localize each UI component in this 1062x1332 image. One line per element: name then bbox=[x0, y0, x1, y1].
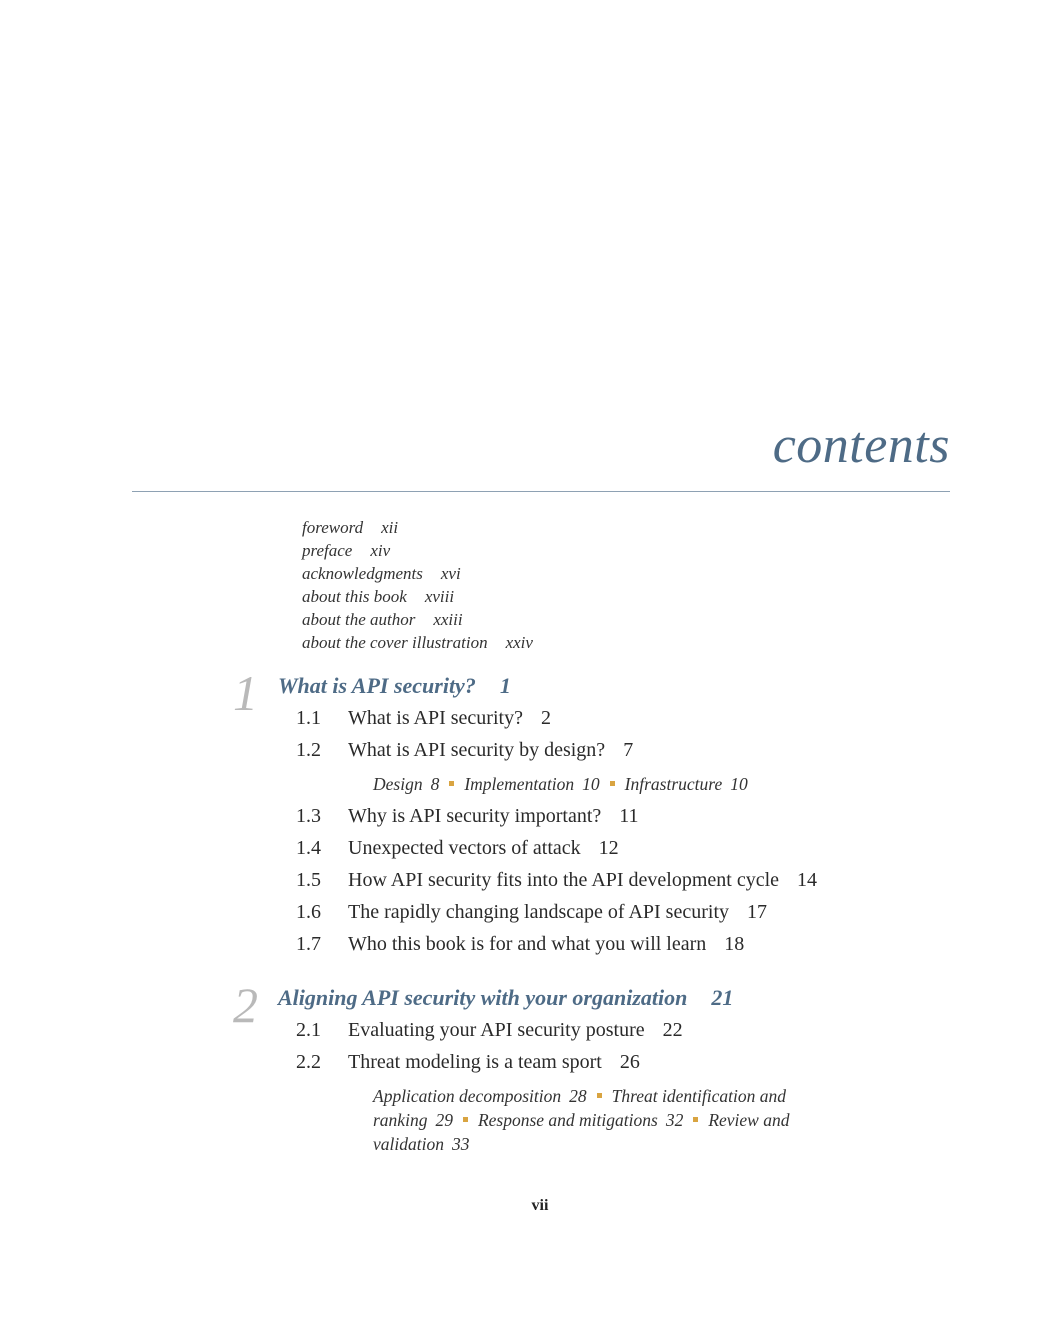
section-number: 1.7 bbox=[296, 933, 321, 955]
front-matter-title: about the cover illustration bbox=[302, 633, 488, 652]
front-matter-list bbox=[302, 516, 533, 654]
section-title: Why is API security important? bbox=[348, 805, 602, 827]
front-matter-page: xxiii bbox=[433, 610, 463, 629]
subsection-title[interactable]: Application decomposition bbox=[373, 1086, 562, 1106]
section-page: 17 bbox=[747, 901, 767, 923]
front-matter-page: xiv bbox=[370, 541, 391, 560]
subsection-title[interactable]: Implementation bbox=[464, 774, 575, 794]
section-number: 2.2 bbox=[296, 1051, 321, 1073]
subsection-page: 8 bbox=[430, 774, 440, 794]
front-matter-item[interactable] bbox=[302, 631, 533, 654]
section-entry[interactable] bbox=[296, 707, 551, 730]
section-page: 2 bbox=[540, 707, 551, 729]
section-entry[interactable] bbox=[296, 869, 817, 892]
subsection-page: 10 bbox=[730, 774, 748, 794]
subsection-list bbox=[373, 1084, 853, 1156]
section-page: 22 bbox=[662, 1019, 683, 1041]
subsection-title[interactable]: Design bbox=[373, 774, 423, 794]
chapter-number: 1 bbox=[233, 665, 258, 721]
bullet-separator bbox=[449, 781, 454, 786]
section-title: What is API security? bbox=[348, 707, 523, 729]
chapter-title: Aligning API security with your organization bbox=[278, 985, 688, 1010]
section-number: 2.1 bbox=[296, 1019, 321, 1041]
section-title: Unexpected vectors of attack bbox=[348, 837, 581, 859]
subsection-page: 28 bbox=[569, 1086, 587, 1106]
chapter-page: 1 bbox=[499, 673, 511, 698]
section-entry[interactable] bbox=[296, 805, 639, 828]
section-title: Threat modeling is a team sport bbox=[348, 1051, 602, 1073]
section-page: 12 bbox=[598, 837, 619, 859]
front-matter-item[interactable] bbox=[302, 562, 533, 585]
section-page: 11 bbox=[619, 805, 639, 827]
section-page: 7 bbox=[623, 739, 634, 761]
section-number: 1.6 bbox=[296, 901, 321, 923]
front-matter-page: xviii bbox=[424, 587, 455, 606]
section-entry[interactable] bbox=[296, 1019, 683, 1042]
section-entry[interactable] bbox=[296, 901, 767, 924]
front-matter-title: preface bbox=[302, 541, 353, 560]
front-matter-title: foreword bbox=[302, 518, 364, 537]
chapter-page: 21 bbox=[711, 985, 734, 1010]
section-number: 1.5 bbox=[296, 869, 321, 891]
section-number: 1.2 bbox=[296, 739, 321, 761]
chapter-title-link[interactable] bbox=[278, 673, 511, 699]
subsection-page: 29 bbox=[435, 1110, 453, 1130]
section-number: 1.3 bbox=[296, 805, 321, 827]
subsection-title[interactable]: Threat identification and ranking bbox=[373, 1086, 786, 1130]
bullet-separator bbox=[597, 1093, 602, 1098]
subsection-title[interactable]: Infrastructure bbox=[624, 774, 723, 794]
front-matter-page: xii bbox=[381, 518, 399, 537]
front-matter-item[interactable] bbox=[302, 608, 533, 631]
chapter-title: What is API security? bbox=[278, 673, 476, 698]
front-matter-title: acknowledgments bbox=[302, 564, 423, 583]
bullet-separator bbox=[463, 1117, 468, 1122]
bullet-separator bbox=[610, 781, 615, 786]
section-entry[interactable] bbox=[296, 933, 744, 956]
section-entry[interactable] bbox=[296, 837, 619, 860]
section-title: Who this book is for and what you will learn bbox=[348, 933, 707, 955]
subsection-page: 10 bbox=[582, 774, 600, 794]
section-entry[interactable] bbox=[296, 1051, 640, 1074]
section-number: 1.1 bbox=[296, 707, 321, 729]
title-rule bbox=[132, 491, 950, 492]
chapter-title-link[interactable] bbox=[278, 985, 733, 1011]
subsection-title[interactable]: Response and mitigations bbox=[477, 1110, 658, 1130]
section-title: What is API security by design? bbox=[348, 739, 606, 761]
section-page: 18 bbox=[724, 933, 745, 955]
front-matter-item[interactable] bbox=[302, 539, 533, 562]
section-entry[interactable] bbox=[296, 739, 633, 762]
front-matter-title: about this book bbox=[302, 587, 407, 606]
section-number: 1.4 bbox=[296, 837, 321, 859]
section-page: 26 bbox=[619, 1051, 640, 1073]
front-matter-item[interactable] bbox=[302, 516, 533, 539]
front-matter-item[interactable] bbox=[302, 585, 533, 608]
section-title: Evaluating your API security posture bbox=[348, 1019, 645, 1041]
chapter-number: 2 bbox=[233, 977, 258, 1033]
bullet-separator bbox=[693, 1117, 698, 1122]
section-title: How API security fits into the API development cycle bbox=[348, 869, 780, 891]
front-matter-page: xxiv bbox=[505, 633, 533, 652]
page-number: vii bbox=[531, 1197, 549, 1214]
front-matter-title: about the author bbox=[302, 610, 416, 629]
section-title: The rapidly changing landscape of API security bbox=[348, 901, 729, 923]
subsection-title[interactable]: Review and validation bbox=[373, 1110, 790, 1154]
subsection-page: 32 bbox=[665, 1110, 684, 1130]
section-page: 14 bbox=[797, 869, 818, 891]
front-matter-page: xvi bbox=[440, 564, 461, 583]
page-title: contents bbox=[772, 417, 950, 474]
subsection-page: 33 bbox=[451, 1134, 470, 1154]
subsection-list bbox=[373, 772, 853, 796]
